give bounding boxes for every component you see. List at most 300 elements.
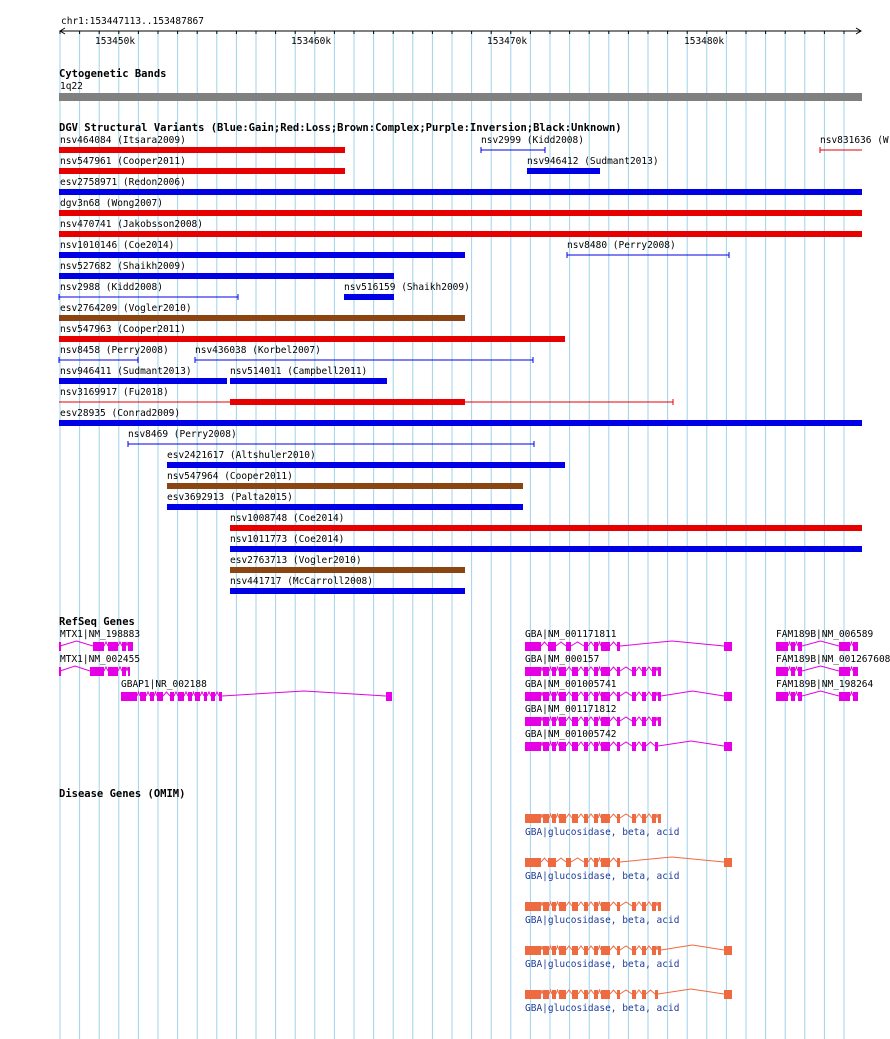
gene-intron bbox=[598, 902, 601, 906]
gene-intron bbox=[104, 642, 108, 646]
gene-exon bbox=[188, 692, 192, 701]
gene-intron bbox=[788, 692, 791, 696]
gene-intron bbox=[636, 902, 642, 906]
gene-exon bbox=[543, 667, 549, 676]
gene-exon bbox=[584, 692, 588, 701]
gene-intron bbox=[566, 814, 572, 818]
gene-exon bbox=[195, 692, 200, 701]
dgv-variant[interactable] bbox=[59, 156, 345, 174]
gene-exon bbox=[632, 717, 636, 726]
dgv-variant-label: nsv946411 (Sudmant2013) bbox=[60, 366, 192, 377]
dgv-variant[interactable] bbox=[230, 576, 465, 594]
dgv-variant-label: nsv514011 (Campbell2011) bbox=[230, 366, 368, 377]
dgv-variant[interactable] bbox=[820, 135, 889, 153]
dgv-variant[interactable] bbox=[167, 471, 523, 489]
dgv-variant[interactable] bbox=[230, 366, 387, 384]
gene-exon bbox=[658, 814, 661, 823]
dgv-variant-label: nsv470741 (Jakobsson2008) bbox=[60, 219, 203, 230]
dgv-variant-bar[interactable] bbox=[527, 168, 600, 174]
gene-intron bbox=[571, 858, 584, 862]
dgv-variant[interactable] bbox=[567, 240, 729, 258]
refseq-gene-label: GBA|NM_001171811 bbox=[525, 629, 617, 640]
gene-intron bbox=[850, 642, 853, 646]
gene-exon bbox=[776, 642, 788, 651]
gene-intron bbox=[646, 742, 655, 746]
refseq-gene-model[interactable] bbox=[776, 666, 858, 676]
gene-intron bbox=[661, 691, 724, 696]
dgv-variant-bar[interactable] bbox=[59, 420, 862, 426]
dgv-variant-label: nsv436038 (Korbel2007) bbox=[195, 345, 321, 356]
gene-intron bbox=[620, 641, 724, 646]
gene-intron bbox=[656, 814, 658, 818]
gene-exon bbox=[543, 814, 549, 823]
gene-intron bbox=[154, 692, 157, 696]
dgv-variant[interactable] bbox=[59, 345, 169, 363]
gene-exon bbox=[724, 990, 732, 999]
cytoband-track-title: Cytogenetic Bands bbox=[59, 68, 167, 80]
gene-exon bbox=[724, 946, 732, 955]
gene-exon bbox=[90, 667, 104, 676]
dgv-variant-bar[interactable] bbox=[230, 588, 465, 594]
gene-intron bbox=[610, 642, 617, 646]
omim-gene-label: GBA|glucosidase, beta, acid bbox=[525, 827, 680, 838]
gene-exon bbox=[559, 814, 566, 823]
gene-exon bbox=[617, 692, 620, 701]
gene-intron bbox=[802, 641, 839, 646]
dgv-variant-label: nsv527682 (Shaikh2009) bbox=[60, 261, 186, 272]
gene-exon bbox=[594, 742, 598, 751]
gene-intron bbox=[788, 667, 791, 671]
gene-exon bbox=[853, 692, 858, 701]
gene-exon bbox=[642, 717, 646, 726]
gene-exon bbox=[798, 642, 802, 651]
gene-intron bbox=[578, 814, 584, 818]
gene-intron bbox=[646, 902, 652, 906]
gene-exon bbox=[128, 642, 133, 651]
gene-exon bbox=[724, 642, 732, 651]
dgv-variant[interactable] bbox=[59, 240, 465, 258]
gene-exon bbox=[658, 667, 661, 676]
gene-exon bbox=[724, 742, 732, 751]
gene-exon bbox=[548, 642, 556, 651]
dgv-variant-label: nsv547963 (Cooper2011) bbox=[60, 324, 186, 335]
cytoband-label: 1q22 bbox=[60, 81, 83, 92]
gene-intron bbox=[646, 667, 652, 671]
dgv-variant[interactable] bbox=[59, 219, 862, 237]
gene-exon bbox=[594, 717, 598, 726]
gene-intron bbox=[104, 667, 108, 671]
gene-intron bbox=[146, 692, 150, 696]
dgv-variant-label: esv28935 (Conrad2009) bbox=[60, 408, 181, 419]
dgv-variant-bar[interactable] bbox=[344, 294, 394, 300]
gene-intron bbox=[620, 814, 632, 818]
gene-exon bbox=[543, 946, 549, 955]
gene-intron bbox=[802, 666, 839, 671]
gene-intron bbox=[598, 667, 601, 671]
dgv-variant-label: nsv8480 (Perry2008) bbox=[567, 240, 676, 251]
gene-exon bbox=[594, 946, 598, 955]
dgv-variant-bar[interactable] bbox=[59, 147, 345, 153]
gene-exon bbox=[642, 814, 646, 823]
gene-intron bbox=[598, 946, 601, 950]
gene-intron bbox=[620, 990, 632, 994]
gene-exon bbox=[543, 717, 549, 726]
gene-exon bbox=[594, 642, 598, 651]
gene-exon bbox=[652, 814, 656, 823]
refseq-gene-model[interactable] bbox=[776, 691, 858, 701]
gene-exon bbox=[543, 902, 549, 911]
gene-exon bbox=[798, 667, 802, 676]
gene-exon bbox=[632, 990, 636, 999]
gene-intron bbox=[636, 742, 642, 746]
gene-exon bbox=[601, 667, 610, 676]
gene-exon bbox=[601, 742, 610, 751]
gene-exon bbox=[128, 667, 130, 676]
gene-intron bbox=[795, 642, 798, 646]
gene-exon bbox=[617, 717, 620, 726]
gene-intron bbox=[610, 946, 617, 950]
gene-exon bbox=[652, 692, 656, 701]
gene-exon bbox=[601, 946, 610, 955]
gene-exon bbox=[652, 946, 656, 955]
gene-exon bbox=[617, 902, 620, 911]
gene-exon bbox=[617, 946, 620, 955]
gene-exon bbox=[584, 717, 588, 726]
gene-intron bbox=[60, 666, 90, 671]
gene-intron bbox=[636, 667, 642, 671]
gene-exon bbox=[632, 902, 636, 911]
dgv-variant[interactable] bbox=[59, 198, 862, 216]
ruler-tick-label: 153460k bbox=[291, 36, 332, 47]
gene-exon bbox=[525, 814, 541, 823]
gene-exon bbox=[108, 642, 118, 651]
gene-exon bbox=[219, 692, 222, 701]
gene-exon bbox=[594, 858, 598, 867]
dgv-variant[interactable] bbox=[59, 261, 394, 279]
dgv-variant[interactable] bbox=[59, 324, 565, 342]
gene-exon bbox=[798, 692, 802, 701]
dgv-variant-bar[interactable] bbox=[230, 378, 387, 384]
refseq-gene-model[interactable] bbox=[59, 641, 133, 651]
gene-intron bbox=[541, 902, 543, 906]
gene-exon bbox=[658, 717, 661, 726]
gene-exon bbox=[552, 692, 556, 701]
gene-exon bbox=[642, 990, 646, 999]
gene-intron bbox=[566, 990, 572, 994]
dgv-variant-label: nsv946412 (Sudmant2013) bbox=[527, 156, 659, 167]
dgv-variant[interactable] bbox=[344, 282, 470, 300]
refseq-gene-label: MTX1|NM_198883 bbox=[60, 629, 141, 640]
refseq-gene-label: FAM189B|NM_198264 bbox=[776, 679, 874, 690]
gene-intron bbox=[598, 717, 601, 721]
gene-intron bbox=[636, 692, 642, 696]
dgv-variant-bar[interactable] bbox=[230, 525, 862, 531]
dgv-variant[interactable] bbox=[59, 303, 465, 321]
refseq-gene-model[interactable] bbox=[525, 717, 661, 726]
refseq-track-title: RefSeq Genes bbox=[59, 616, 135, 628]
dgv-variant-bar[interactable] bbox=[230, 546, 862, 552]
gene-exon bbox=[617, 642, 620, 651]
gene-intron bbox=[200, 692, 204, 696]
gene-intron bbox=[620, 692, 632, 696]
dgv-variant-bar[interactable] bbox=[59, 336, 565, 342]
gene-exon bbox=[566, 642, 571, 651]
dgv-variant-label: nsv3169917 (Fu2018) bbox=[60, 387, 169, 398]
gene-intron bbox=[556, 742, 559, 746]
gene-exon bbox=[548, 858, 556, 867]
refseq-gene-model[interactable] bbox=[59, 666, 130, 676]
gene-intron bbox=[610, 717, 617, 721]
dgv-variant[interactable] bbox=[59, 282, 238, 300]
gene-exon bbox=[122, 642, 126, 651]
omim-track bbox=[59, 788, 732, 1014]
dgv-variant[interactable] bbox=[230, 513, 862, 531]
dgv-variant-label: esv2421617 (Altshuler2010) bbox=[167, 450, 316, 461]
gene-intron bbox=[126, 642, 128, 646]
dgv-variant-bar[interactable] bbox=[59, 189, 862, 195]
gene-intron bbox=[541, 814, 543, 818]
omim-gene-label: GBA|glucosidase, beta, acid bbox=[525, 871, 680, 882]
gene-exon bbox=[601, 692, 610, 701]
gene-exon bbox=[170, 692, 174, 701]
gene-intron bbox=[566, 946, 572, 950]
gene-exon bbox=[559, 990, 566, 999]
dgv-variant[interactable] bbox=[230, 534, 862, 552]
dgv-variant-bar[interactable] bbox=[230, 567, 465, 573]
gene-intron bbox=[598, 742, 601, 746]
gene-exon bbox=[552, 990, 556, 999]
dgv-variant-bar[interactable] bbox=[59, 210, 862, 216]
gene-exon bbox=[572, 667, 578, 676]
gene-exon bbox=[572, 742, 578, 751]
gene-intron bbox=[788, 642, 791, 646]
dgv-variant[interactable] bbox=[59, 135, 345, 153]
gene-intron bbox=[578, 692, 584, 696]
dgv-variant[interactable] bbox=[195, 345, 533, 363]
gene-intron bbox=[646, 946, 652, 950]
gene-exon bbox=[601, 642, 610, 651]
dgv-variant[interactable] bbox=[230, 555, 465, 573]
dgv-variant[interactable] bbox=[167, 492, 523, 510]
gene-intron bbox=[620, 946, 632, 950]
gene-intron bbox=[578, 742, 584, 746]
gene-intron bbox=[556, 946, 559, 950]
gene-intron bbox=[656, 946, 658, 950]
refseq-gene-label: GBA|NM_001171812 bbox=[525, 704, 617, 715]
dgv-variant[interactable] bbox=[59, 387, 673, 405]
gene-intron bbox=[610, 667, 617, 671]
gene-intron bbox=[541, 667, 543, 671]
gene-exon bbox=[543, 692, 549, 701]
gene-exon bbox=[572, 717, 578, 726]
gene-exon bbox=[559, 667, 566, 676]
gene-exon bbox=[525, 667, 541, 676]
gene-exon bbox=[594, 692, 598, 701]
gene-intron bbox=[610, 814, 617, 818]
gene-exon bbox=[601, 814, 610, 823]
omim-gene-model[interactable] bbox=[525, 814, 661, 823]
gene-intron bbox=[556, 814, 559, 818]
gene-exon bbox=[652, 902, 656, 911]
gene-intron bbox=[598, 692, 601, 696]
gene-intron bbox=[163, 692, 170, 696]
cytoband-1q22[interactable] bbox=[59, 93, 862, 101]
gene-intron bbox=[566, 742, 572, 746]
ruler-range: chr1:153447113..153487867 bbox=[61, 16, 204, 27]
dgv-variant-bar[interactable] bbox=[167, 462, 565, 468]
gene-intron bbox=[541, 946, 543, 950]
gene-exon bbox=[572, 946, 578, 955]
dgv-variant-bar[interactable] bbox=[59, 273, 394, 279]
refseq-gene-model[interactable] bbox=[776, 641, 858, 651]
gene-exon bbox=[525, 692, 541, 701]
gene-exon bbox=[572, 902, 578, 911]
gene-exon bbox=[59, 667, 61, 676]
gene-exon bbox=[584, 814, 588, 823]
gene-intron bbox=[578, 946, 584, 950]
refseq-gene-model[interactable] bbox=[525, 667, 661, 676]
dgv-variant-bar[interactable] bbox=[59, 252, 465, 258]
dgv-variant-label: nsv547961 (Cooper2011) bbox=[60, 156, 186, 167]
gene-exon bbox=[601, 990, 610, 999]
dgv-variant[interactable] bbox=[481, 135, 584, 153]
dgv-variant-bar[interactable] bbox=[59, 168, 345, 174]
gene-exon bbox=[543, 990, 549, 999]
gene-intron bbox=[184, 692, 188, 696]
gene-exon bbox=[594, 902, 598, 911]
dgv-variant-label: esv2764209 (Vogler2010) bbox=[60, 303, 192, 314]
gene-exon bbox=[658, 902, 661, 911]
gene-exon bbox=[552, 902, 556, 911]
gene-intron bbox=[566, 692, 572, 696]
gene-intron bbox=[578, 902, 584, 906]
gene-intron bbox=[556, 642, 566, 646]
gene-exon bbox=[658, 692, 661, 701]
dgv-variant-label: nsv1011773 (Coe2014) bbox=[230, 534, 345, 545]
refseq-gene-label: GBA|NM_001005741 bbox=[525, 679, 617, 690]
gene-intron bbox=[620, 742, 632, 746]
dgv-variant-bar[interactable] bbox=[167, 504, 523, 510]
ruler-tick-label: 153470k bbox=[487, 36, 528, 47]
omim-gene-model[interactable] bbox=[525, 902, 661, 911]
gene-intron bbox=[541, 717, 543, 721]
gene-exon bbox=[584, 990, 588, 999]
gene-exon bbox=[617, 667, 620, 676]
gene-intron bbox=[610, 858, 617, 862]
gene-intron bbox=[222, 691, 386, 696]
dgv-variant-bar[interactable] bbox=[230, 399, 465, 405]
gene-exon bbox=[655, 990, 658, 999]
dgv-variant[interactable] bbox=[59, 366, 227, 384]
dgv-variant-bar[interactable] bbox=[59, 378, 227, 384]
gene-intron bbox=[795, 667, 798, 671]
gene-intron bbox=[598, 814, 601, 818]
gene-exon bbox=[594, 990, 598, 999]
dgv-variant-label: nsv441717 (McCarroll2008) bbox=[230, 576, 373, 587]
gene-intron bbox=[566, 667, 572, 671]
gene-intron bbox=[620, 902, 632, 906]
gene-exon bbox=[211, 692, 215, 701]
gene-exon bbox=[178, 692, 184, 701]
gene-exon bbox=[59, 642, 61, 651]
gene-exon bbox=[204, 692, 207, 701]
gene-intron bbox=[610, 902, 617, 906]
dgv-variant-label: nsv2999 (Kidd2008) bbox=[481, 135, 584, 146]
ruler-ticks bbox=[60, 31, 844, 34]
gene-exon bbox=[601, 717, 610, 726]
gene-intron bbox=[571, 642, 584, 646]
gene-intron bbox=[566, 717, 572, 721]
gene-exon bbox=[724, 692, 732, 701]
cytoband-track bbox=[59, 68, 862, 101]
gene-intron bbox=[646, 717, 652, 721]
gene-exon bbox=[525, 717, 541, 726]
gene-intron bbox=[636, 990, 642, 994]
gene-exon bbox=[632, 946, 636, 955]
gene-intron bbox=[126, 667, 128, 671]
dgv-variant-bar[interactable] bbox=[167, 483, 523, 489]
gene-intron bbox=[541, 858, 548, 862]
omim-track-title: Disease Genes (OMIM) bbox=[59, 788, 186, 800]
dgv-variant-label: esv3692913 (Palta2015) bbox=[167, 492, 293, 503]
gene-intron bbox=[541, 692, 543, 696]
gene-exon bbox=[776, 692, 788, 701]
gene-intron bbox=[656, 717, 658, 721]
gene-exon bbox=[724, 858, 732, 867]
gene-intron bbox=[636, 946, 642, 950]
gene-exon bbox=[525, 858, 541, 867]
gene-exon bbox=[584, 902, 588, 911]
dgv-variant-label: nsv8469 (Perry2008) bbox=[128, 429, 237, 440]
dgv-variant[interactable] bbox=[59, 408, 862, 426]
gene-exon bbox=[140, 692, 146, 701]
dgv-variant-label: nsv1010146 (Coe2014) bbox=[60, 240, 175, 251]
gene-exon bbox=[525, 642, 541, 651]
gene-intron bbox=[620, 667, 632, 671]
dgv-variant-bar[interactable] bbox=[59, 231, 862, 237]
gene-intron bbox=[541, 642, 548, 646]
gene-exon bbox=[658, 946, 661, 955]
gene-exon bbox=[108, 667, 118, 676]
gene-exon bbox=[525, 742, 541, 751]
gene-exon bbox=[655, 742, 658, 751]
gene-intron bbox=[636, 814, 642, 818]
gene-intron bbox=[556, 858, 566, 862]
gene-exon bbox=[584, 667, 588, 676]
gene-exon bbox=[652, 667, 656, 676]
gene-exon bbox=[617, 814, 620, 823]
gene-exon bbox=[601, 902, 610, 911]
gene-exon bbox=[642, 946, 646, 955]
gene-exon bbox=[525, 990, 541, 999]
dgv-variant[interactable] bbox=[128, 429, 534, 447]
dgv-variant-bar[interactable] bbox=[59, 315, 465, 321]
gene-exon bbox=[543, 742, 549, 751]
dgv-variant[interactable] bbox=[59, 177, 862, 195]
dgv-track-title: DGV Structural Variants (Blue:Gain;Red:Loss;Brown:Complex;Purple:Inversion;Black:Unknown) bbox=[59, 122, 622, 134]
gene-intron bbox=[192, 692, 195, 696]
gene-intron bbox=[636, 717, 642, 721]
gene-intron bbox=[578, 667, 584, 671]
refseq-gene-label: FAM189B|NM_001267608 bbox=[776, 654, 890, 665]
gene-exon bbox=[632, 692, 636, 701]
gene-exon bbox=[594, 667, 598, 676]
gene-intron bbox=[207, 692, 211, 696]
dgv-variant[interactable] bbox=[527, 156, 659, 174]
dgv-variant[interactable] bbox=[167, 450, 565, 468]
dgv-variant-label: nsv464084 (Itsara2009) bbox=[60, 135, 186, 146]
gene-intron bbox=[646, 814, 652, 818]
